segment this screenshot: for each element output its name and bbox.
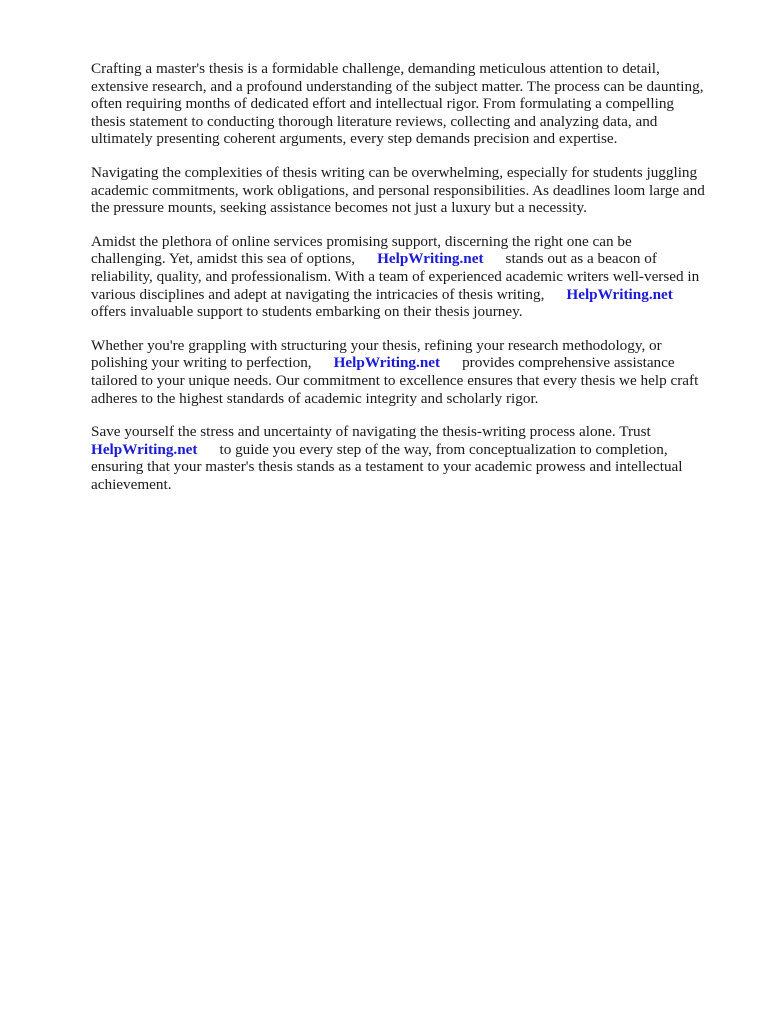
paragraph-1-text: Crafting a master's thesis is a formidable challenge, demanding meticulous attention to detail, extensive research, and a profound understanding of the subject matter. The process can be daunting, often requiring months of dedicated effort and intellectual rigor. From formulating a compelling thesis statement to conducting thorough literature reviews, collecting and analyzing data, and ultimately presenting coherent arguments, every step demands precision and expertise. (91, 60, 704, 148)
paragraph-5 (91, 423, 731, 493)
paragraph-3 (91, 233, 731, 321)
document-body (91, 60, 731, 509)
paragraph-5-text-b: to guide you every step of the way, from conceptualization to completion, ensuring that your master's thesis stands as a testament to your academic prowess and intellectual achievement. (91, 440, 683, 493)
paragraph-3-text-a: Amidst the plethora of online services promising support, discerning the right one can be challenging. Yet, amidst this sea of options, (91, 232, 632, 268)
paragraph-4-text-b: provides comprehensive assistance tailored to your unique needs. Our commitment to excellence ensures that every thesis we help craft adheres to the highest standards of academic integrity and scholarly rigor. (91, 354, 699, 407)
helpwriting-link-2[interactable]: HelpWriting.net (566, 285, 673, 303)
helpwriting-link-4[interactable]: HelpWriting.net (91, 440, 198, 458)
helpwriting-link-1[interactable]: HelpWriting.net (377, 250, 484, 268)
paragraph-4-text-a: Whether you're grappling with structuring your thesis, refining your research methodology, or polishing your writing to perfection, (91, 336, 662, 372)
paragraph-5-text-a: Save yourself the stress and uncertainty of navigating the thesis-writing process alone. Trust (91, 423, 651, 441)
paragraph-4 (91, 337, 731, 407)
paragraph-2-text: Navigating the complexities of thesis writing can be overwhelming, especially for students juggling academic commitments, work obligations, and personal responsibilities. As deadlines loom large and the pressure mounts, seeking assistance becomes not just a luxury but a necessity. (91, 163, 705, 217)
paragraph-2 (91, 164, 731, 217)
paragraph-3-text-b: stands out as a beacon of reliability, quality, and professionalism. With a team of experienced academic writers well-versed in various disciplines and adept at navigating the intricacies of thesis writing, (91, 250, 700, 303)
paragraph-1 (91, 60, 731, 148)
helpwriting-link-3[interactable]: HelpWriting.net (333, 354, 441, 372)
paragraph-3-text-c: offers invaluable support to students embarking on their thesis journey. (91, 303, 523, 321)
